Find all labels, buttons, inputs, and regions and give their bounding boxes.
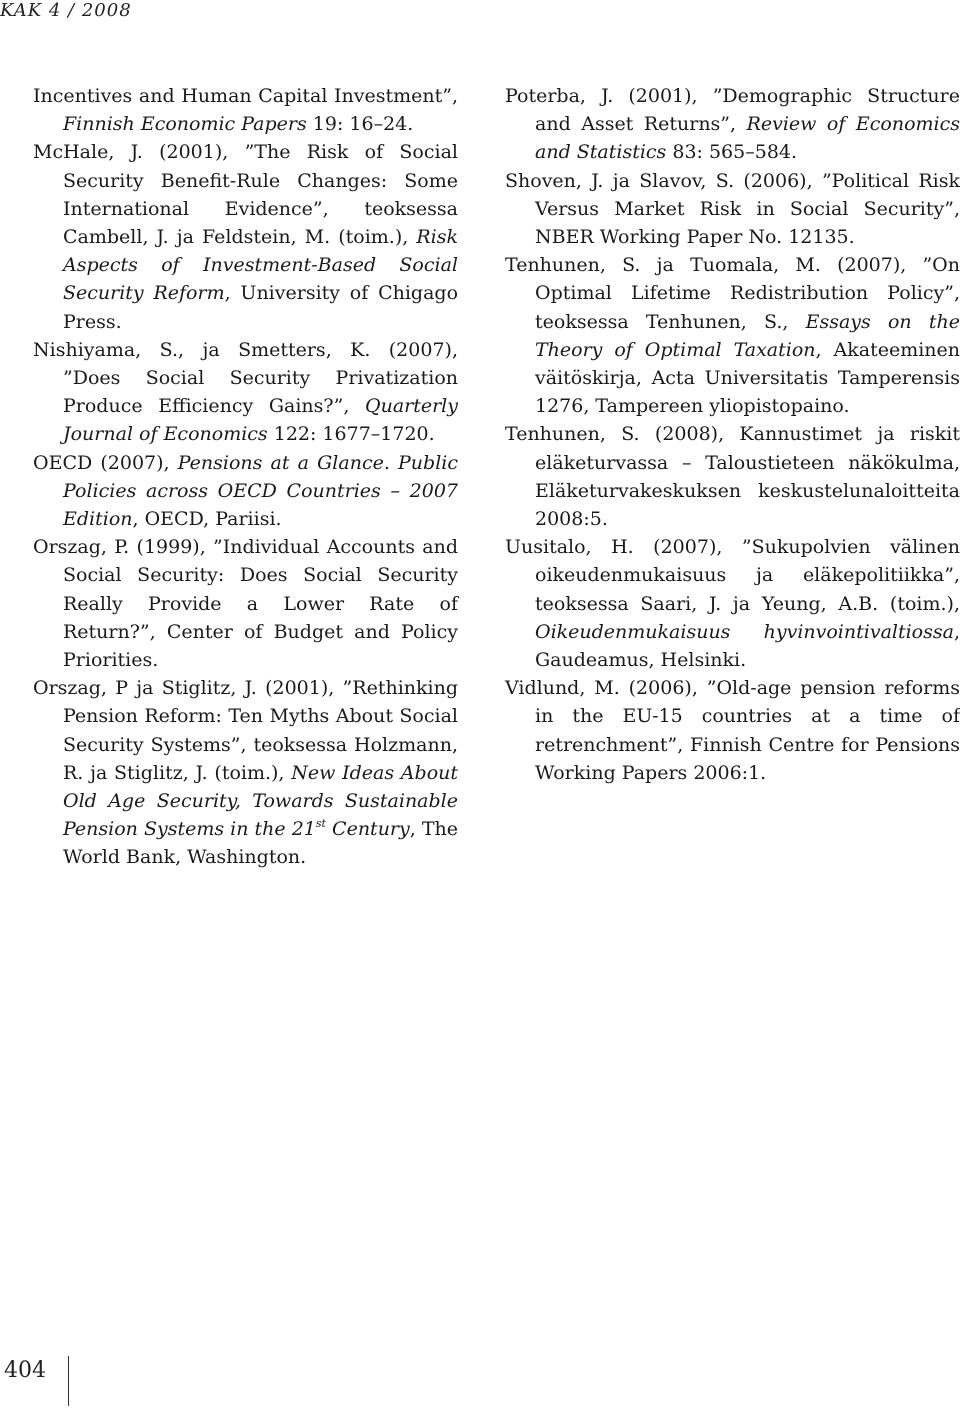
reference-italic-text: Oikeudenmukaisuus hyvinvointivaltiossa — [535, 620, 954, 643]
reference-text: Nishiyama, S., ja Smetters, K. (2007), ”Does Social Security Privatization Produce Efficiency Gains?”, — [33, 338, 458, 418]
reference-text: Uusitalo, H. (2007), ”Sukupolvien välinen oikeudenmukaisuus ja eläkepolitiikka”, teoksessa Saari, J. ja Yeung, A.B. (toim.), — [505, 536, 960, 615]
reference-text: , Gaudeamus, Helsinki. — [535, 620, 960, 672]
reference-text: , University of Chigago Press. — [63, 282, 459, 333]
reference-text: Vidlund, M. (2006), ”Old-age pension reforms in the EU-15 countries at a time of retrenchment”, Finnish Centre for Pensions Working Papers 2006:1. — [505, 677, 960, 784]
reference-text: OECD (2007), — [33, 451, 178, 474]
page-number: 404 — [4, 1358, 46, 1383]
reference-italic-text: Risk Aspects of Investment-Based Social Security Reform — [63, 226, 458, 305]
reference-entry — [33, 336, 458, 449]
reference-entry — [33, 82, 458, 138]
reference-text: 19: 16–24. — [306, 113, 414, 136]
reference-text: McHale, J. (2001), ”The Risk of Social Security Benefit-Rule Changes: Some International Evidence”, teoksessa Cambell, J. ja Feldstein, M. (toim.), — [33, 141, 458, 249]
reference-text: Shoven, J. ja Slavov, S. (2006), ”Political Risk Versus Market Risk in Social Security”, NBER Working Paper No. 12135. — [505, 169, 960, 249]
running-header: KAK 4 / 2008 — [0, 0, 132, 21]
reference-text: Orszag, P ja Stiglitz, J. (2001), ”Rethinking Pension Reform: Ten Myths About Social Security Systems”, teoksessa Holzmann, R. ja Stiglitz, J. (toim.), — [33, 677, 458, 784]
reference-italic-text: Finnish Economic Papers — [63, 113, 307, 136]
reference-italic-text: st — [315, 817, 326, 831]
reference-entry — [33, 138, 458, 335]
reference-text: , The World Bank, Washington. — [63, 818, 459, 869]
reference-entry — [505, 533, 960, 674]
reference-entry — [505, 420, 960, 533]
reference-text: , OECD, Pariisi. — [132, 508, 282, 531]
reference-text: 122: 1677–1720. — [267, 423, 435, 446]
reference-italic-text: Century — [325, 818, 410, 841]
reference-entry — [33, 674, 458, 871]
reference-entry — [505, 674, 960, 787]
reference-text: Tenhunen, S. ja Tuomala, M. (2007), ”On Optimal Lifetime Redistribution Policy”, teoksessa Tenhunen, S., — [505, 254, 960, 333]
reference-entry — [505, 82, 960, 167]
page-number-divider — [68, 1356, 69, 1406]
reference-text: Orszag, P. (1999), ”Individual Accounts and Social Security: Does Social Security Really Provide a Lower Rate of Return?”, Center of Budget and Policy Priorities. — [33, 536, 458, 672]
reference-text: Incentives and Human Capital Investment”, — [33, 85, 458, 107]
references-left-column — [33, 82, 458, 872]
reference-entry — [33, 449, 458, 534]
reference-entry — [505, 167, 960, 252]
reference-entry — [33, 533, 458, 674]
reference-text: , Akateeminen väitöskirja, Acta Universitatis Tamperensis 1276, Tampereen yliopistopaino. — [535, 338, 960, 418]
references-right-column — [505, 82, 960, 787]
reference-entry — [505, 251, 960, 420]
reference-text: Tenhunen, S. (2008), Kannustimet ja riskit eläketurvassa – Taloustieteen näkökulma, Eläketurvakeskuksen keskustelunaloitteita 2008:5. — [505, 423, 960, 531]
reference-italic-text: Review of Economics and Statistics — [535, 113, 960, 164]
reference-italic-text: Pensions at a Glance. Public Policies across OECD Countries – 2007 Edition — [63, 451, 458, 531]
reference-italic-text: Essays on the Theory of Optimal Taxation — [535, 310, 960, 361]
reference-italic-text: Quarterly Journal of Economics — [63, 395, 458, 446]
reference-text: 83: 565–584. — [666, 141, 798, 164]
reference-italic-text: New Ideas About Old Age Security, Towards Sustainable Pension Systems in the 21 — [63, 761, 458, 841]
reference-text: Poterba, J. (2001), ”Demographic Structure and Asset Returns”, — [505, 85, 960, 136]
